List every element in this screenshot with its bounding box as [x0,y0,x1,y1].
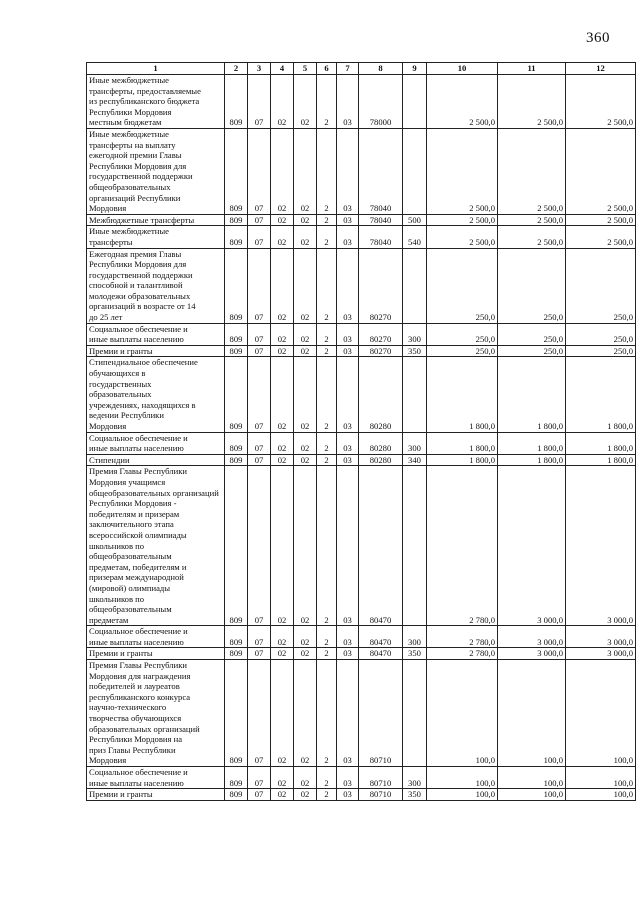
table-row [87,226,636,248]
table-row [87,454,636,466]
program-code-cell: 02 [294,648,317,660]
subprogram-code-cell: 2 [317,660,337,767]
row-name-cell: Социальное обеспечение и иные выплаты населению [87,626,225,648]
direction-code-cell: 80270 [359,345,403,357]
column-header: 5 [294,63,317,75]
subprogram-code-cell: 2 [317,226,337,248]
direction-code-cell: 78000 [359,75,403,129]
amount-year-1-cell: 2 500,0 [427,128,498,214]
program-code-cell: 02 [294,75,317,129]
direction-code-cell: 80280 [359,432,403,454]
subprogram-code-cell: 2 [317,248,337,323]
column-header: 11 [498,63,566,75]
section-code-cell: 07 [248,626,271,648]
subsection-code-cell: 02 [271,767,294,789]
amount-year-1-cell: 250,0 [427,323,498,345]
subsection-code-cell: 02 [271,357,294,432]
row-name-cell: Иные межбюджетные трансферты [87,226,225,248]
ministry-code-cell: 809 [225,323,248,345]
subsection-code-cell: 02 [271,128,294,214]
direction-code-cell: 80280 [359,357,403,432]
subprogram-code-cell: 2 [317,214,337,226]
subsection-code-cell: 02 [271,75,294,129]
section-code-cell: 07 [248,357,271,432]
direction-code-cell: 80270 [359,248,403,323]
subsection-code-cell: 02 [271,248,294,323]
row-name-cell: Премии и гранты [87,648,225,660]
amount-year-2-cell: 3 000,0 [498,648,566,660]
amount-year-2-cell: 2 500,0 [498,214,566,226]
amount-year-2-cell: 3 000,0 [498,466,566,626]
table-row [87,323,636,345]
subsection-code-cell: 02 [271,432,294,454]
amount-year-1-cell: 2 780,0 [427,648,498,660]
program-code-cell: 02 [294,789,317,801]
program-code-cell: 02 [294,248,317,323]
program-code-cell: 02 [294,432,317,454]
amount-year-1-cell: 1 800,0 [427,357,498,432]
amount-year-3-cell: 2 500,0 [566,226,636,248]
amount-year-1-cell: 1 800,0 [427,454,498,466]
ministry-code-cell: 809 [225,648,248,660]
ministry-code-cell: 809 [225,660,248,767]
row-name-cell: Премии и гранты [87,345,225,357]
table-header-row [87,63,636,75]
ministry-code-cell: 809 [225,432,248,454]
program-code-cell: 02 [294,323,317,345]
direction-code-cell: 80470 [359,466,403,626]
section-code-cell: 07 [248,214,271,226]
subprogram-code-cell: 2 [317,432,337,454]
subprogram-code-cell: 2 [317,323,337,345]
table-row [87,248,636,323]
table-row [87,789,636,801]
row-name-cell: Социальное обеспечение и иные выплаты населению [87,323,225,345]
expense-type-code-cell [403,128,427,214]
measure-code-cell: 03 [337,432,359,454]
amount-year-3-cell: 2 500,0 [566,128,636,214]
ministry-code-cell: 809 [225,789,248,801]
expense-type-code-cell [403,466,427,626]
section-code-cell: 07 [248,323,271,345]
amount-year-1-cell: 2 780,0 [427,626,498,648]
subsection-code-cell: 02 [271,226,294,248]
direction-code-cell: 80710 [359,789,403,801]
table-row [87,432,636,454]
amount-year-3-cell: 100,0 [566,789,636,801]
column-header: 6 [317,63,337,75]
expense-type-code-cell: 540 [403,226,427,248]
expense-type-code-cell: 300 [403,767,427,789]
row-name-cell: Межбюджетные трансферты [87,214,225,226]
measure-code-cell: 03 [337,75,359,129]
amount-year-1-cell: 2 500,0 [427,226,498,248]
row-name-cell: Иные межбюджетные трансферты, предоставляемые из республиканского бюджета Республики Мордовия местным бюджетам [87,75,225,129]
page-number: 360 [586,30,610,46]
amount-year-2-cell: 250,0 [498,323,566,345]
amount-year-1-cell: 2 780,0 [427,466,498,626]
amount-year-3-cell: 3 000,0 [566,466,636,626]
section-code-cell: 07 [248,454,271,466]
amount-year-1-cell: 250,0 [427,248,498,323]
expense-type-code-cell: 350 [403,789,427,801]
table-row [87,128,636,214]
row-name-cell: Премия Главы Республики Мордовия учащимся общеобразовательных организаций Республики Мордовия - победителям и призерам заключительного этапа всероссийской олимпиады школьников по общеобразовательным предметам, победителям и призерам международной (мировой) олимпиады школьников по общеобразовательным предметам [87,466,225,626]
amount-year-2-cell: 100,0 [498,789,566,801]
direction-code-cell: 78040 [359,128,403,214]
column-header: 8 [359,63,403,75]
table-row [87,660,636,767]
amount-year-2-cell: 250,0 [498,345,566,357]
program-code-cell: 02 [294,357,317,432]
column-header: 7 [337,63,359,75]
expense-type-code-cell [403,75,427,129]
direction-code-cell: 80270 [359,323,403,345]
section-code-cell: 07 [248,432,271,454]
amount-year-3-cell: 1 800,0 [566,454,636,466]
amount-year-1-cell: 100,0 [427,789,498,801]
expense-type-code-cell [403,248,427,323]
amount-year-3-cell: 3 000,0 [566,648,636,660]
measure-code-cell: 03 [337,214,359,226]
subsection-code-cell: 02 [271,660,294,767]
column-header: 4 [271,63,294,75]
expense-type-code-cell: 340 [403,454,427,466]
table-row [87,767,636,789]
measure-code-cell: 03 [337,466,359,626]
amount-year-2-cell: 250,0 [498,248,566,323]
program-code-cell: 02 [294,660,317,767]
section-code-cell: 07 [248,466,271,626]
table-row [87,345,636,357]
amount-year-3-cell: 250,0 [566,323,636,345]
ministry-code-cell: 809 [225,248,248,323]
measure-code-cell: 03 [337,357,359,432]
ministry-code-cell: 809 [225,75,248,129]
expense-type-code-cell: 300 [403,432,427,454]
ministry-code-cell: 809 [225,128,248,214]
budget-table [86,62,636,801]
subprogram-code-cell: 2 [317,345,337,357]
direction-code-cell: 80710 [359,660,403,767]
amount-year-2-cell: 1 800,0 [498,432,566,454]
amount-year-3-cell: 1 800,0 [566,432,636,454]
amount-year-1-cell: 100,0 [427,767,498,789]
subprogram-code-cell: 2 [317,789,337,801]
table-row [87,626,636,648]
direction-code-cell: 78040 [359,226,403,248]
amount-year-3-cell: 2 500,0 [566,214,636,226]
measure-code-cell: 03 [337,323,359,345]
column-header: 9 [403,63,427,75]
ministry-code-cell: 809 [225,466,248,626]
section-code-cell: 07 [248,789,271,801]
amount-year-2-cell: 2 500,0 [498,226,566,248]
program-code-cell: 02 [294,454,317,466]
amount-year-2-cell: 2 500,0 [498,128,566,214]
ministry-code-cell: 809 [225,226,248,248]
measure-code-cell: 03 [337,789,359,801]
measure-code-cell: 03 [337,660,359,767]
table-row [87,357,636,432]
subsection-code-cell: 02 [271,789,294,801]
row-name-cell: Премия Главы Республики Мордовия для награждения победителей и лауреатов республиканского конкурса научно-технического творчества обучающихся образовательных организаций Республики Мордовия на приз Главы Республики Мордовия [87,660,225,767]
amount-year-3-cell: 250,0 [566,345,636,357]
amount-year-1-cell: 100,0 [427,660,498,767]
table-row [87,648,636,660]
subprogram-code-cell: 2 [317,75,337,129]
program-code-cell: 02 [294,226,317,248]
subsection-code-cell: 02 [271,626,294,648]
expense-type-code-cell: 350 [403,345,427,357]
amount-year-1-cell: 250,0 [427,345,498,357]
column-header: 12 [566,63,636,75]
subsection-code-cell: 02 [271,648,294,660]
subsection-code-cell: 02 [271,323,294,345]
amount-year-2-cell: 1 800,0 [498,357,566,432]
subprogram-code-cell: 2 [317,357,337,432]
expense-type-code-cell: 500 [403,214,427,226]
amount-year-2-cell: 100,0 [498,660,566,767]
ministry-code-cell: 809 [225,357,248,432]
section-code-cell: 07 [248,345,271,357]
ministry-code-cell: 809 [225,214,248,226]
amount-year-2-cell: 2 500,0 [498,75,566,129]
row-name-cell: Социальное обеспечение и иные выплаты населению [87,432,225,454]
row-name-cell: Ежегодная премия Главы Республики Мордовия для государственной поддержки способной и талантливой молодежи образовательных организаций в возрасте от 14 до 25 лет [87,248,225,323]
column-header: 3 [248,63,271,75]
subprogram-code-cell: 2 [317,626,337,648]
table-body [87,75,636,801]
measure-code-cell: 03 [337,648,359,660]
measure-code-cell: 03 [337,248,359,323]
expense-type-code-cell: 300 [403,323,427,345]
table-row [87,75,636,129]
subprogram-code-cell: 2 [317,648,337,660]
expense-type-code-cell: 300 [403,626,427,648]
program-code-cell: 02 [294,345,317,357]
measure-code-cell: 03 [337,767,359,789]
amount-year-3-cell: 100,0 [566,660,636,767]
ministry-code-cell: 809 [225,767,248,789]
amount-year-1-cell: 2 500,0 [427,214,498,226]
amount-year-2-cell: 100,0 [498,767,566,789]
program-code-cell: 02 [294,466,317,626]
amount-year-1-cell: 2 500,0 [427,75,498,129]
measure-code-cell: 03 [337,626,359,648]
direction-code-cell: 80470 [359,626,403,648]
direction-code-cell: 80710 [359,767,403,789]
subsection-code-cell: 02 [271,466,294,626]
ministry-code-cell: 809 [225,345,248,357]
direction-code-cell: 78040 [359,214,403,226]
program-code-cell: 02 [294,767,317,789]
subprogram-code-cell: 2 [317,454,337,466]
measure-code-cell: 03 [337,454,359,466]
row-name-cell: Иные межбюджетные трансферты на выплату ежегодной премии Главы Республики Мордовия для государственной поддержки общеобразовательных организаций Республики Мордовия [87,128,225,214]
amount-year-2-cell: 1 800,0 [498,454,566,466]
program-code-cell: 02 [294,214,317,226]
section-code-cell: 07 [248,75,271,129]
measure-code-cell: 03 [337,345,359,357]
amount-year-3-cell: 250,0 [566,248,636,323]
measure-code-cell: 03 [337,226,359,248]
expense-type-code-cell [403,660,427,767]
amount-year-2-cell: 3 000,0 [498,626,566,648]
section-code-cell: 07 [248,660,271,767]
section-code-cell: 07 [248,226,271,248]
column-header: 10 [427,63,498,75]
section-code-cell: 07 [248,767,271,789]
row-name-cell: Стипендии [87,454,225,466]
row-name-cell: Социальное обеспечение и иные выплаты населению [87,767,225,789]
row-name-cell: Премии и гранты [87,789,225,801]
section-code-cell: 07 [248,248,271,323]
program-code-cell: 02 [294,626,317,648]
subsection-code-cell: 02 [271,454,294,466]
amount-year-3-cell: 3 000,0 [566,626,636,648]
column-header: 2 [225,63,248,75]
section-code-cell: 07 [248,128,271,214]
direction-code-cell: 80470 [359,648,403,660]
amount-year-1-cell: 1 800,0 [427,432,498,454]
amount-year-3-cell: 100,0 [566,767,636,789]
subprogram-code-cell: 2 [317,128,337,214]
expense-type-code-cell [403,357,427,432]
amount-year-3-cell: 2 500,0 [566,75,636,129]
direction-code-cell: 80280 [359,454,403,466]
program-code-cell: 02 [294,128,317,214]
column-header: 1 [87,63,225,75]
subprogram-code-cell: 2 [317,767,337,789]
amount-year-3-cell: 1 800,0 [566,357,636,432]
expense-type-code-cell: 350 [403,648,427,660]
subprogram-code-cell: 2 [317,466,337,626]
row-name-cell: Стипендиальное обеспечение обучающихся в государственных образовательных учреждениях, находящихся в ведении Республики Мордовия [87,357,225,432]
measure-code-cell: 03 [337,128,359,214]
ministry-code-cell: 809 [225,454,248,466]
table-row [87,214,636,226]
table-row [87,466,636,626]
ministry-code-cell: 809 [225,626,248,648]
subsection-code-cell: 02 [271,345,294,357]
section-code-cell: 07 [248,648,271,660]
subsection-code-cell: 02 [271,214,294,226]
